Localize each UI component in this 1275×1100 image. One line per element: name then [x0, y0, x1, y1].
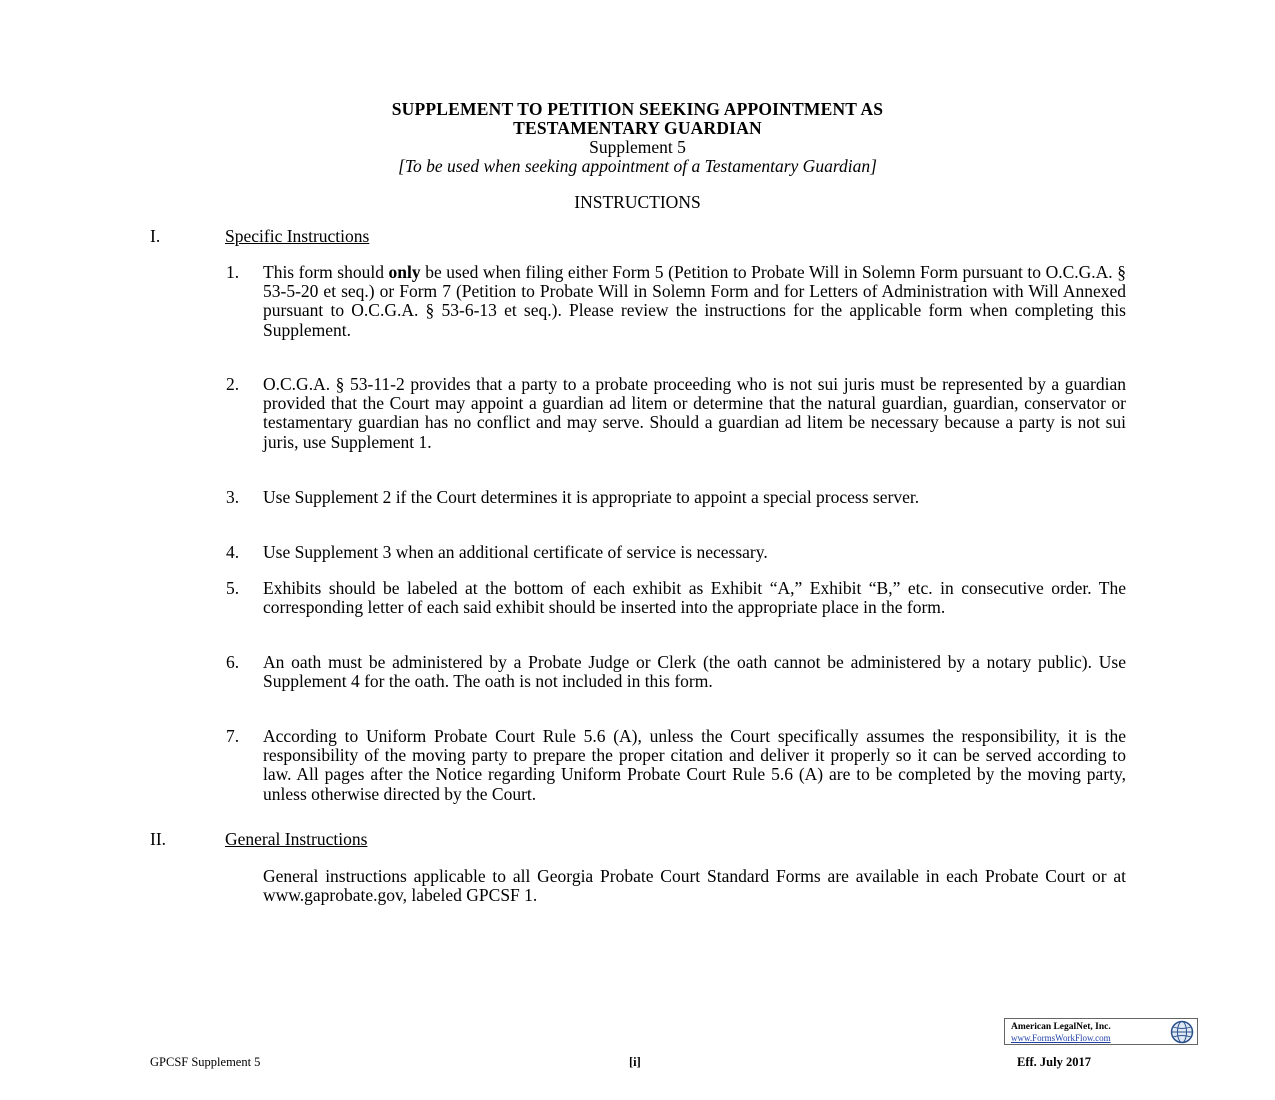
instruction-item	[226, 375, 1126, 452]
item-text: Use Supplement 3 when an additional certificate of service is necessary.	[263, 542, 768, 562]
footer-effective-date: Eff. July 2017	[1017, 1055, 1091, 1069]
section-numeral: I.	[150, 226, 161, 246]
emphasis-only: only	[388, 262, 421, 282]
section-title: General Instructions	[225, 829, 368, 849]
instruction-item	[226, 263, 1126, 340]
title-line-1: SUPPLEMENT TO PETITION SEEKING APPOINTMENT AS	[391, 99, 884, 119]
globe-icon	[1170, 1020, 1194, 1044]
title-line-2: TESTAMENTARY GUARDIAN	[513, 118, 762, 138]
item-number: 5.	[226, 578, 240, 598]
item-number: 3.	[226, 487, 240, 507]
logo-url-link[interactable]: www.FormsWorkFlow.com	[1011, 1033, 1111, 1043]
item-text: This form should only be used when filing either Form 5 (Petition to Probate Will in Solemn Form pursuant to O.C.G.A. § 53-5-20 et seq.) or Form 7 (Petition to Probate Will in Solemn Form and for Letters of Administration with Will Annexed pursuant to O.C.G.A. § 53-6-13 et seq.). Please review the instructions for the applicable form when completing this Supplement.	[263, 262, 1126, 340]
item-text: O.C.G.A. § 53-11-2 provides that a party to a probate proceeding who is not sui juris must be represented by a guardian provided that the Court may appoint a guardian ad litem or determine that the natural guardian, guardian, conservator or testamentary guardian has no conflict and may serve. Should a guardian ad litem be necessary because a party is not sui juris, use Supplement 1.	[263, 374, 1126, 452]
title-block	[0, 100, 1275, 176]
item-text: According to Uniform Probate Court Rule 5.6 (A), unless the Court specifically assumes the responsibility, it is the responsibility of the moving party to prepare the proper citation and deliver it properly so it can be served according to law. All pages after the Notice regarding Uniform Probate Court Rule 5.6 (A) are to be completed by the moving party, unless otherwise directed by the Court.	[263, 726, 1126, 804]
general-instructions-text: General instructions applicable to all Georgia Probate Court Standard Forms are available in each Probate Court or at www.gaprobate.gov, labeled GPCSF 1.	[263, 866, 1126, 906]
footer-page-number: [i]	[629, 1055, 641, 1069]
item-text: Use Supplement 2 if the Court determines it is appropriate to appoint a special process server.	[263, 487, 920, 507]
american-legalnet-logo[interactable]	[1004, 1018, 1198, 1045]
item-number: 7.	[226, 726, 240, 746]
item-number: 1.	[226, 262, 240, 282]
instruction-item	[226, 727, 1126, 804]
item-text: An oath must be administered by a Probate Judge or Clerk (the oath cannot be administered by a notary public). Use Supplement 4 for the oath. The oath is not included in this form.	[263, 652, 1126, 692]
item-number: 2.	[226, 374, 240, 394]
section-title: Specific Instructions	[225, 226, 370, 246]
usage-note: [To be used when seeking appointment of a Testamentary Guardian]	[398, 156, 877, 176]
item-number: 4.	[226, 542, 240, 562]
item-text: Exhibits should be labeled at the bottom of each exhibit as Exhibit “A,” Exhibit “B,” etc. in consecutive order. The corresponding letter of each said exhibit should be inserted into the appropriate place in the form.	[263, 578, 1126, 618]
instructions-heading: INSTRUCTIONS	[574, 192, 701, 212]
item-number: 6.	[226, 652, 240, 672]
section-numeral: II.	[150, 829, 167, 849]
supplement-number: Supplement 5	[589, 137, 686, 157]
instruction-item	[226, 579, 1126, 617]
footer-form-id: GPCSF Supplement 5	[150, 1055, 261, 1069]
logo-company-name: American LegalNet, Inc.	[1011, 1022, 1111, 1032]
instruction-item	[226, 543, 1126, 562]
instruction-item	[226, 488, 1126, 507]
instruction-item	[226, 653, 1126, 691]
